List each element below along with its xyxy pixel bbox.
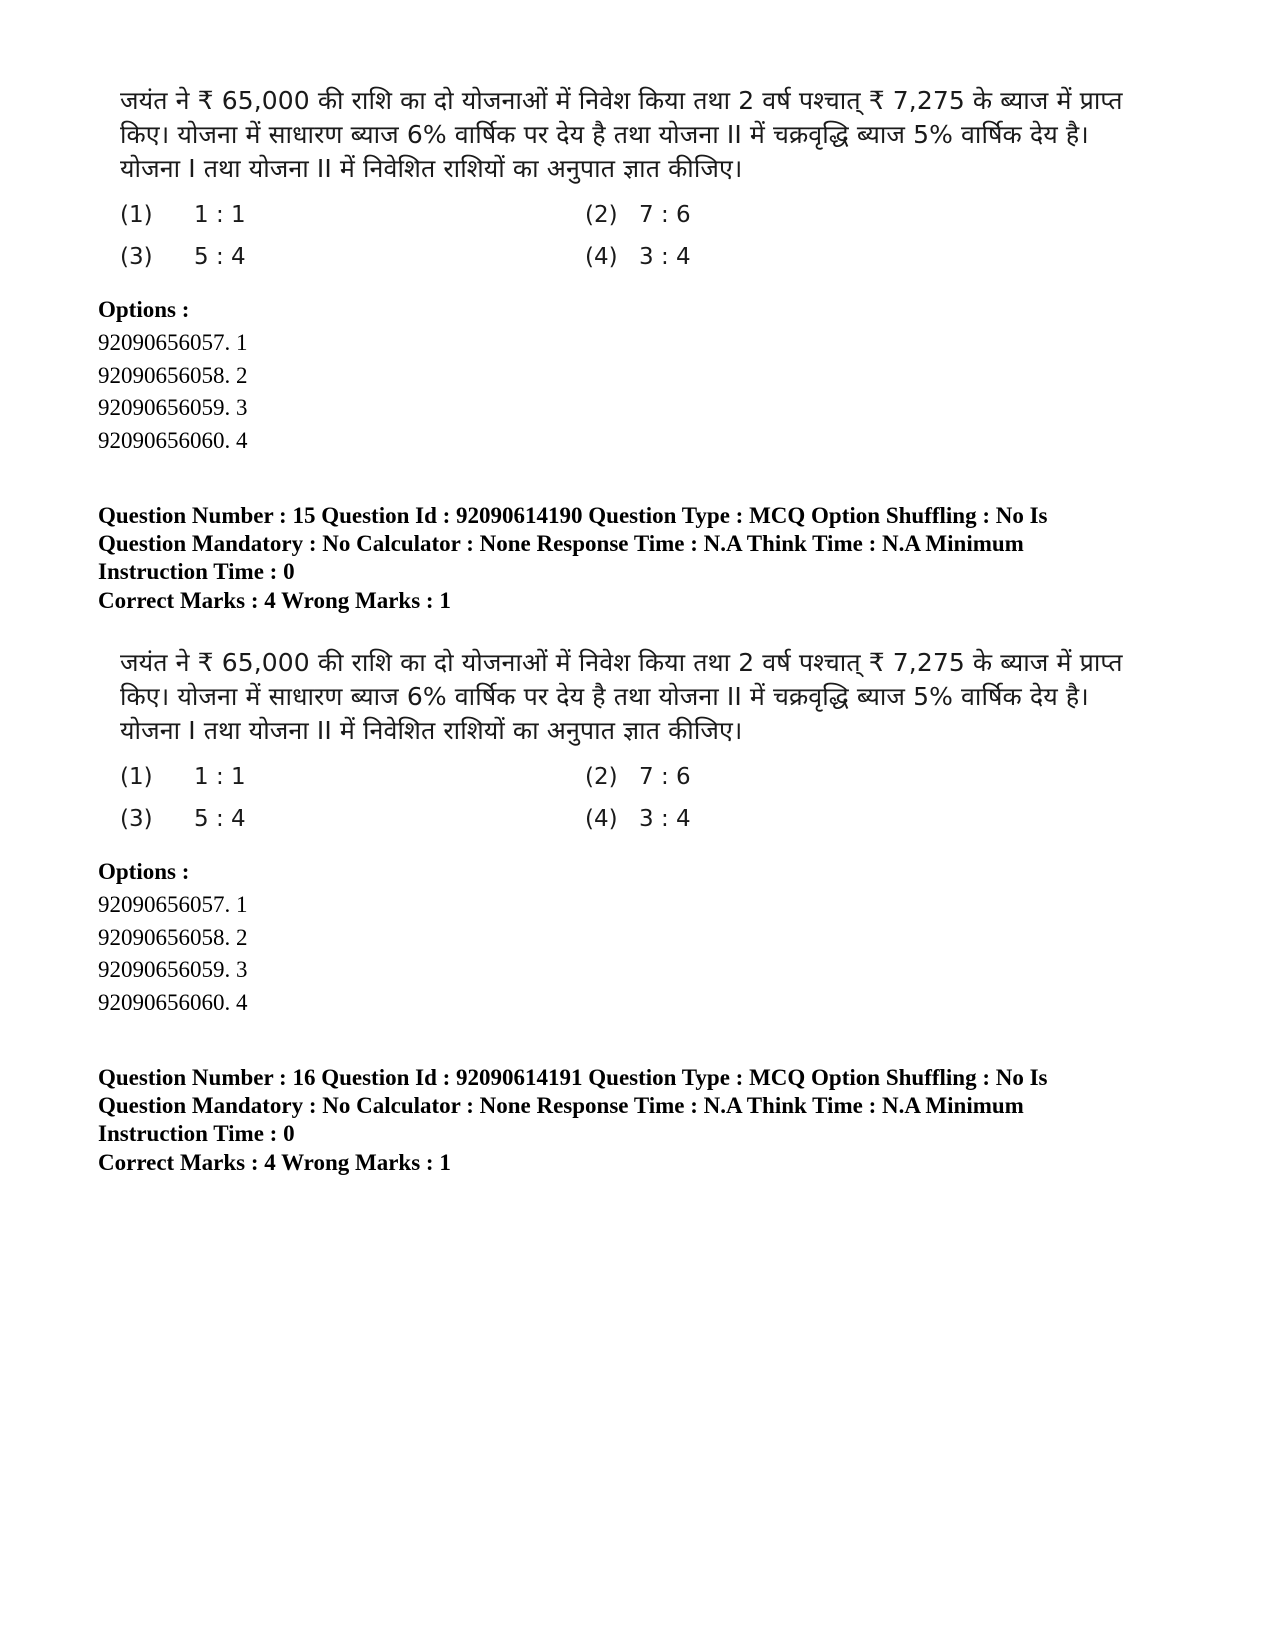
- option-id: 92090656059. 3: [98, 957, 248, 982]
- option-id: 92090656060. 4: [98, 428, 248, 453]
- question-meta-15: Question Number : 15 Question Id : 92090614190 Question Type : MCQ Option Shuffling : No Is Question Mandatory : No Calculator : None Response Time : N.A Think Time : N.A Minimum Instruction Time : 0: [98, 503, 1048, 584]
- question-text-block-1: [120, 84, 1123, 186]
- choice-4: (4) 3 : 4: [585, 244, 691, 270]
- question-line: योजना I तथा योजना II में निवेशित राशियों का अनुपात ज्ञात कीजिए।: [120, 716, 743, 745]
- choices-block-15: [120, 762, 820, 852]
- options-label: Options :: [98, 859, 190, 884]
- option-id: 92090656057. 1: [98, 330, 248, 355]
- choice-3: (3) 5 : 4: [120, 806, 246, 832]
- choice-2: (2) 7 : 6: [585, 202, 691, 228]
- choices-block-1: [120, 200, 820, 290]
- option-id: 92090656058. 2: [98, 925, 248, 950]
- question-line: किए। योजना में साधारण ब्याज 6% वार्षिक पर देय है तथा योजना II में चक्रवृद्धि ब्याज 5% वार्षिक देय है।: [120, 682, 1089, 711]
- question-line: किए। योजना में साधारण ब्याज 6% वार्षिक पर देय है तथा योजना II में चक्रवृद्धि ब्याज 5% वार्षिक देय है।: [120, 120, 1089, 149]
- options-label: Options :: [98, 297, 190, 322]
- question-meta-16: Question Number : 16 Question Id : 92090614191 Question Type : MCQ Option Shuffling : No Is Question Mandatory : No Calculator : None Response Time : N.A Think Time : N.A Minimum Instruction Time : 0: [98, 1065, 1048, 1146]
- question-text-block-15: [120, 646, 1123, 748]
- option-id: 92090656059. 3: [98, 395, 248, 420]
- choice-2: (2) 7 : 6: [585, 764, 691, 790]
- option-id: 92090656060. 4: [98, 990, 248, 1015]
- marks-15: Correct Marks : 4 Wrong Marks : 1: [98, 588, 451, 613]
- option-id: 92090656058. 2: [98, 363, 248, 388]
- choice-4: (4) 3 : 4: [585, 806, 691, 832]
- question-line: जयंत ने ₹ 65,000 की राशि का दो योजनाओं में निवेश किया तथा 2 वर्ष पश्चात् ₹ 7,275 के ब्याज में प्राप्त: [120, 648, 1123, 677]
- choice-3: (3) 5 : 4: [120, 244, 246, 270]
- question-line: जयंत ने ₹ 65,000 की राशि का दो योजनाओं में निवेश किया तथा 2 वर्ष पश्चात् ₹ 7,275 के ब्याज में प्राप्त: [120, 86, 1123, 115]
- choice-1: (1) 1 : 1: [120, 764, 246, 790]
- marks-16: Correct Marks : 4 Wrong Marks : 1: [98, 1150, 451, 1175]
- choice-1: (1) 1 : 1: [120, 202, 246, 228]
- option-id: 92090656057. 1: [98, 892, 248, 917]
- question-line: योजना I तथा योजना II में निवेशित राशियों का अनुपात ज्ञात कीजिए।: [120, 154, 743, 183]
